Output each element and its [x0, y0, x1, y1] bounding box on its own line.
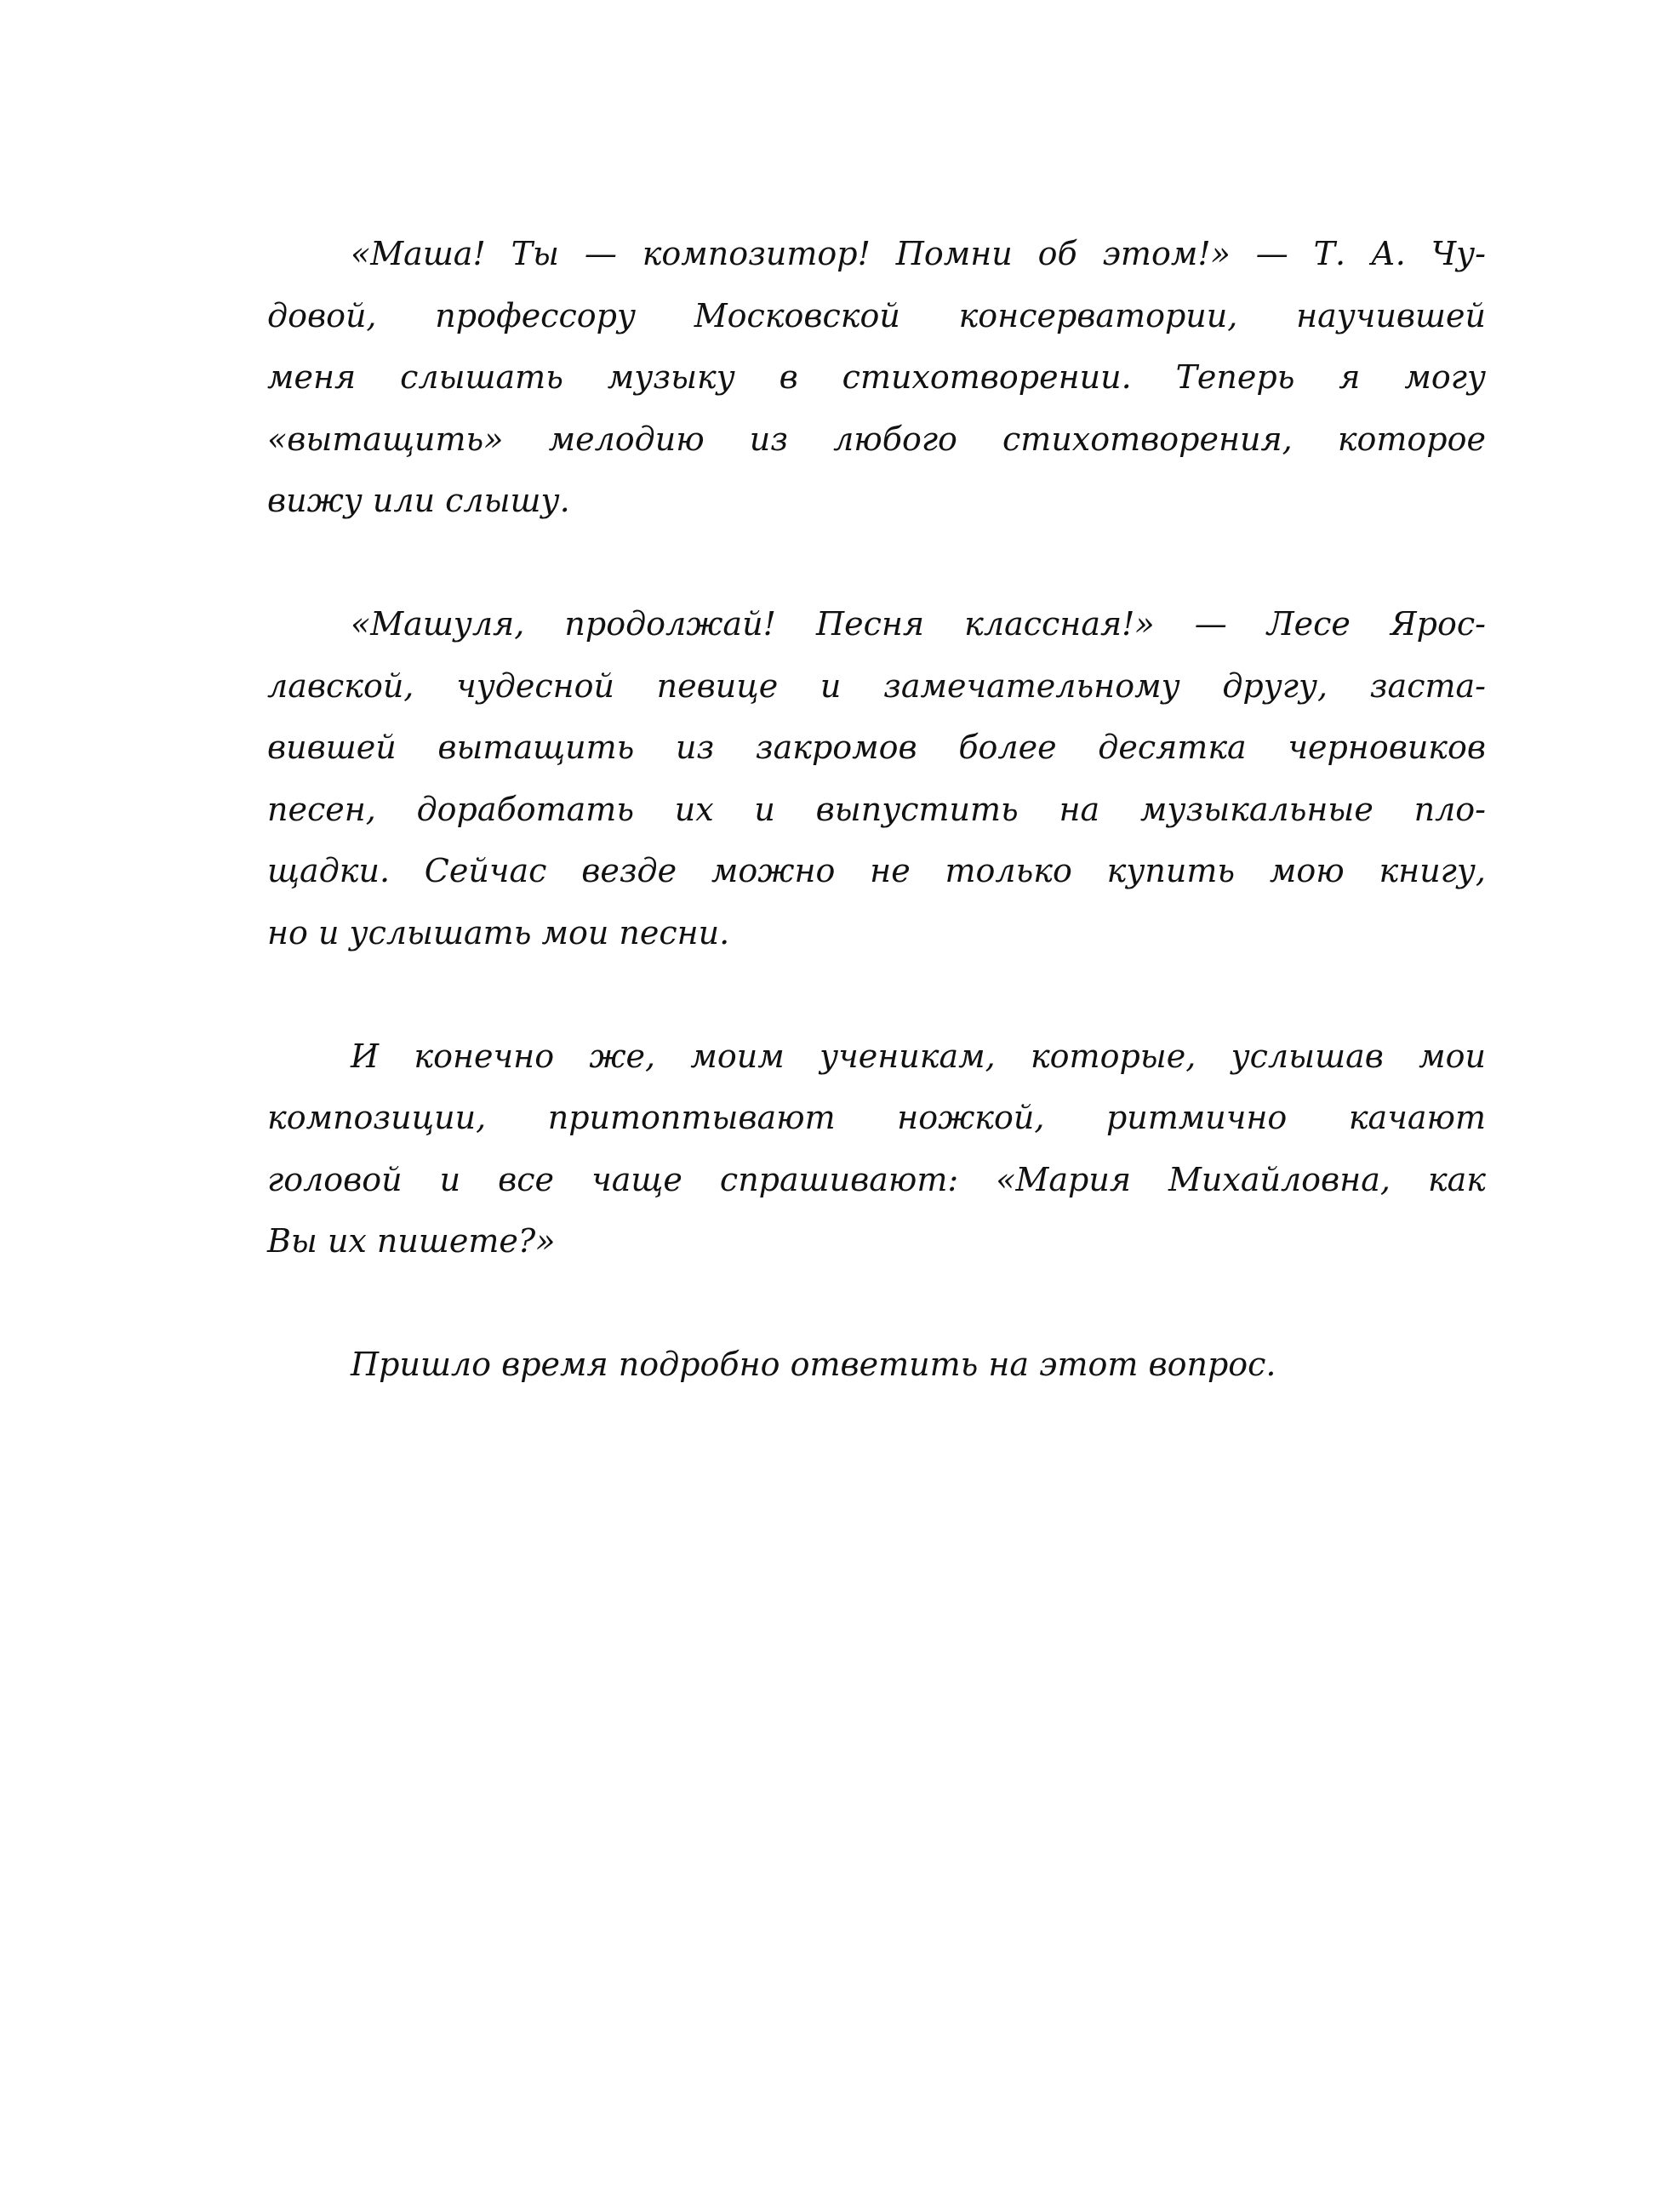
text-line-content: «Машуля, продолжай! Песня классная!» — Лесе Ярос-: [351, 605, 1486, 643]
text-line-content: Пришло время подробно ответить на этот вопрос.: [351, 1346, 1276, 1383]
text-line-content: но и услышать мои песни.: [267, 913, 730, 952]
text-line-content: «вытащить» мелодию из любого стихотворения, которое: [267, 420, 1486, 458]
paragraph-yaroslavskaya-dedication: [267, 593, 1486, 963]
text-line-content: меня слышать музыку в стихотворении. Теперь я могу: [267, 358, 1486, 396]
acknowledgements-text: [267, 223, 1486, 1457]
text-line: [267, 717, 1486, 779]
text-line-content: Вы их пишете?»: [267, 1222, 556, 1260]
text-line: [267, 593, 1486, 655]
text-line-content: лавской, чудесной певице и замечательному другу, заста-: [267, 666, 1486, 705]
paragraph-students-dedication: [267, 1026, 1486, 1272]
text-line: [267, 285, 1486, 347]
text-line-content: «Маша! Ты — композитор! Помни об этом!» — Т. А. Чу-: [351, 235, 1486, 272]
text-line-content: И конечно же, моим ученикам, которые, услышав мои: [351, 1037, 1486, 1075]
text-line: [267, 223, 1486, 285]
text-line-content: композиции, притоптывают ножкой, ритмично качают: [267, 1099, 1486, 1136]
text-line: [267, 1087, 1486, 1149]
text-line: [267, 779, 1486, 841]
text-line-content: песен, доработать их и выпустить на музыкальные пло-: [267, 790, 1486, 828]
text-line-content: довой, профессору Московской консерватории, научившей: [267, 296, 1486, 334]
text-line: [267, 840, 1486, 902]
text-line-content: щадки. Сейчас везде можно не только купить мою книгу,: [267, 852, 1486, 889]
text-line: [267, 470, 1486, 532]
text-line: [267, 902, 1486, 964]
text-line-content: головой и все чаще спрашивают: «Мария Михайловна, как: [267, 1160, 1486, 1198]
text-line: [267, 1026, 1486, 1088]
paragraph-chudova-dedication: [267, 223, 1486, 532]
text-line: [267, 655, 1486, 717]
text-line-content: вившей вытащить из закромов более десятка черновиков: [267, 729, 1486, 766]
text-line: [267, 1149, 1486, 1211]
text-line-content: вижу или слышу.: [267, 482, 570, 519]
text-line: [267, 1210, 1486, 1272]
paragraph-closing: [267, 1334, 1486, 1396]
text-line: [267, 346, 1486, 409]
text-line: [267, 1334, 1486, 1396]
text-line: [267, 409, 1486, 471]
